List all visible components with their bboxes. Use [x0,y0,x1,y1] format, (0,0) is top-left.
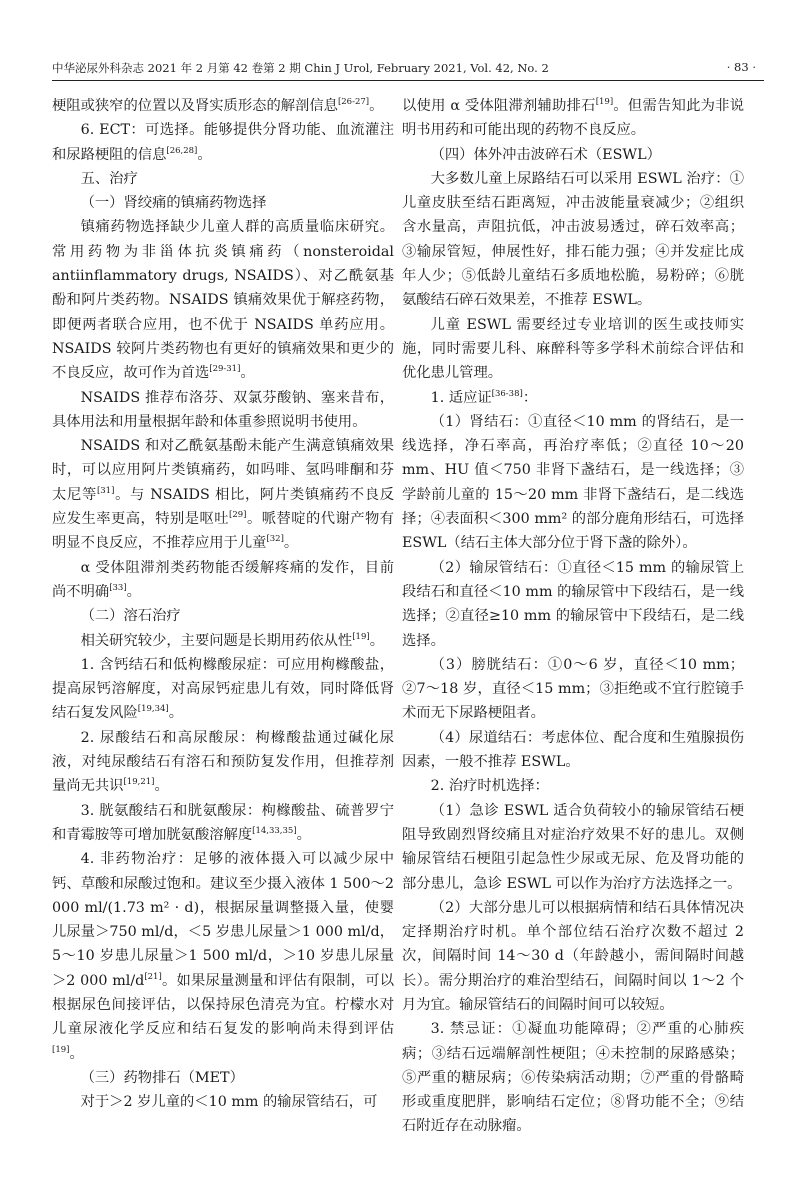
page-number: · 83 · [726,60,756,74]
running-header [52,58,764,80]
paragraph [52,1066,394,1090]
paragraph [402,94,744,143]
paragraph-text: （三）药物排石（MET） [80,1069,244,1086]
paragraph-text: 。 [126,583,141,600]
paragraph-text: （1）急诊 ESWL 适合负荷较小的输尿管结石梗阻导致剧烈肾绞痛且对症治疗效果不好的患儿。双侧输尿管结石梗阻引起急性少尿或无尿、危及肾功能的部分患儿，急诊 ESWL 可以作为治疗方法选择之一。 [402,802,744,892]
citation-ref: [19] [52,1044,70,1055]
paragraph [52,556,394,605]
paragraph [52,799,394,848]
paragraph-text: 镇痛药物选择缺少儿童人群的高质量临床研究。常用药物为非甾体抗炎镇痛药（nonsteroidal antiinflammatory drugs, NSAIDS）、对乙酰氨基酚和阿片类药物。NSAIDS 镇痛效果优于解痉药物，即便两者联合应用，也不优于 NSAIDS 单药应用。NSAIDS 较阿片类药物也有更好的镇痛效果和更少的不良反应，故可作为首选 [52,219,394,382]
citation-ref: [14,33,35] [252,825,297,836]
paragraph [402,774,744,798]
paragraph-text: 3. 胱氨酸结石和胱氨酸尿：枸橼酸盐、硫普罗宁和青霉胺等可增加胱氨酸溶解度 [52,802,394,843]
paragraph-text: 。 [69,1045,84,1062]
paragraph [402,1017,744,1138]
paragraph-text: 以使用 α 受体阻滞剂辅助排石 [402,98,596,114]
citation-ref: [26,28] [166,145,198,156]
paragraph-text: 。与 NSAIDS 相比，阿片类镇痛药不良反应发生率更高，特别是呕吐 [52,486,395,528]
journal-citation: 中华泌尿外科杂志 2021 年 2 月第 42 卷第 2 期 Chin J Urol, February 2021, Vol. 42, No. 2 [52,61,549,75]
paragraph [402,410,744,556]
left-column [52,94,394,1114]
paragraph [402,313,744,386]
paragraph [52,434,394,555]
paragraph [402,556,744,653]
paragraph-text: 2. 治疗时机选择： [430,778,549,795]
citation-ref: [29-31] [209,364,241,375]
paragraph-text: 1. 含钙结石和低枸橼酸尿症：可应用枸橼酸盐，提高尿钙溶解度，对高尿钙症患儿有效，同时降低肾结石复发风险 [52,656,394,722]
paragraph [52,94,394,118]
paragraph [402,799,744,896]
paragraph-text: 。哌替啶的代谢产物有明显不良反应，不推荐应用于儿童 [52,511,395,552]
paragraph-text: 。 [369,632,384,649]
citation-ref: [26-27] [337,97,370,107]
paragraph-text: （4）尿道结石：考虑体位、配合度和生殖腺损伤因素，一般不推荐 ESWL。 [402,729,744,771]
paragraph-text: （二）溶石治疗 [80,608,181,625]
paragraph-text: 4. 非药物治疗：足够的液体摄入可以减少尿中钙、草酸和尿酸过饱和。建议至少摄入液体 1 500～2 000 ml/(1.73 m² · d)，根据尿量调整摄入量，使婴儿尿量＞750 ml/d，＜5 岁患儿尿量＞1 000 ml/d，5～10 岁患儿尿量＞1 500 ml/d，＞10 岁患儿尿量＞2 000 ml/d [52,851,394,989]
citation-ref: [19,21] [123,777,155,788]
paragraph-text: 。 [296,826,311,843]
citation-ref: [32] [266,534,284,545]
paragraph [402,726,744,775]
citation-ref: [19,34] [137,704,169,715]
paragraph-text: （2）大部分患儿可以根据病情和结石具体情况决定择期治疗时机。单个部位结石治疗次数不超过 2 次，间隔时间 14～30 d（年龄越小，需间隔时间越长）。需分期治疗的难治型结石，间隔时间以 1～2 个月为宜。输尿管结石的间隔时间可以较短。 [402,899,744,1013]
citation-ref: [36-38] [491,388,523,399]
paragraph [52,215,394,385]
paragraph-text: 对于＞2 岁儿童的＜10 mm 的输尿管结石，可 [80,1094,378,1111]
paragraph-text: （四）体外冲击波碎石术（ESWL） [430,146,661,163]
paragraph-text: 儿童 ESWL 需要经过专业培训的医生或技师实施，同时需要儿科、麻醉科等多学科术前综合评估和优化患儿管理。 [402,316,744,382]
right-column [402,94,744,1139]
paragraph-text: 梗阻或狭窄的位置以及肾实质形态的解剖信息 [52,98,338,114]
paragraph-text: α 受体阻滞剂类药物能否缓解疼痛的发作，目前尚不明确 [52,559,394,600]
paragraph-text: 。如果尿量测量和评估有限制，可以根据尿色间接评估，以保持尿色清亮为宜。柠檬水对儿童尿液化学反应和结石复发的影响尚未得到评估 [52,972,395,1038]
paragraph-text: 。 [154,778,169,795]
paragraph-text: 大多数儿童上尿路结石可以采用 ESWL 治疗：①儿童皮肤至结石距离短，冲击波能量衰减少；②组织含水量高，声阻抗低，冲击波易透过，碎石效率高；③输尿管短，伸展性好，排石能力强；④并发症比成年人少；⑤低龄儿童结石多质地松脆，易粉碎；⑥胱氨酸结石碎石效果差，不推荐 ESWL。 [402,170,744,309]
paragraph-text: 6. ECT：可选择。能够提供分肾功能、血流灌注和尿路梗阻的信息 [52,122,394,163]
paragraph-text: 。但需告知此为非说明书用药和可能出现的药物不良反应。 [402,98,745,139]
citation-ref: [19] [595,97,614,107]
paragraph-text: （2）输尿管结石：①直径＜15 mm 的输尿管上段结石和直径＜10 mm 的输尿管中下段结石，是一线选择；②直径≥10 mm 的输尿管中下段结石，是二线选择。 [402,559,744,649]
paragraph [52,653,394,726]
paragraph-text: （一）肾绞痛的镇痛药物选择 [80,195,267,212]
paragraph [402,896,744,1017]
paragraph [52,118,394,167]
citation-ref: [31] [96,485,115,496]
paragraph [52,1090,394,1114]
paragraph [402,386,744,410]
paragraph-text: 2. 尿酸结石和高尿酸尿：枸橼酸盐通过碱化尿液，对纯尿酸结石有溶石和预防复发作用，但推荐剂量尚无共识 [52,729,394,795]
citation-ref: [33] [109,582,127,593]
paragraph-text: 相关研究较少，主要问题是长期用药依从性 [80,632,353,649]
paragraph-text: 。 [197,146,212,163]
paragraph [52,167,394,191]
paragraph-text: 。 [240,365,255,382]
citation-ref: [21] [144,971,162,982]
paragraph-text: （1）肾结石：①直径＜10 mm 的肾结石，是一线选择，净石率高，再治疗率低；②直径 10～20 mm、HU 值＜750 非肾下盏结石，是一线选择；③学龄前儿童的 15～20 mm 非肾下盏结石，是二线选择；④表面积＜300 mm² 的部分鹿角形结石，可选择 ESWL（结石主体大部分位于肾下盏的除外）。 [402,413,744,552]
paragraph-text: 。 [168,705,184,722]
paragraph [52,191,394,215]
paragraph [52,629,394,653]
paragraph [402,143,744,167]
paragraph [402,653,744,726]
paragraph-text: （3）膀胱结石：①0～6 岁，直径＜10 mm；②7～18 岁，直径＜15 mm；③拒绝或不宜行腔镜手术而无下尿路梗阻者。 [402,656,744,722]
paragraph [402,167,744,313]
citation-ref: [29] [229,510,247,521]
paragraph-text: ： [522,389,538,406]
paragraph-text: 。 [283,535,299,552]
paragraph-text: 1. 适应证 [430,389,492,406]
paragraph [52,726,394,799]
paragraph-text: 。 [369,98,384,114]
citation-ref: [19] [352,631,370,642]
header-rule [52,80,764,81]
paragraph [52,386,394,435]
paragraph-text: NSAIDS 推荐布洛芬、双氯芬酸钠、塞来昔布，具体用法和用量根据年龄和体重参照说明书使用。 [52,389,394,430]
paragraph [52,604,394,628]
paragraph-text: 五、治疗 [80,170,138,187]
paragraph-text: NSAIDS 和对乙酰氨基酚未能产生满意镇痛效果时，可以应用阿片类镇痛药，如吗啡、氢吗啡酮和芬太尼等 [52,438,394,503]
paragraph-text: 3. 禁忌证：①凝血功能障碍；②严重的心肺疾病；③结石远端解剖性梗阻；④未控制的尿路感染；⑤严重的糖尿病；⑥传染病活动期；⑦严重的骨骼畸形或重度肥胖，影响结石定位；⑧肾功能不全；⑨结石附近存在动脉瘤。 [402,1021,744,1135]
paragraph [52,847,394,1066]
